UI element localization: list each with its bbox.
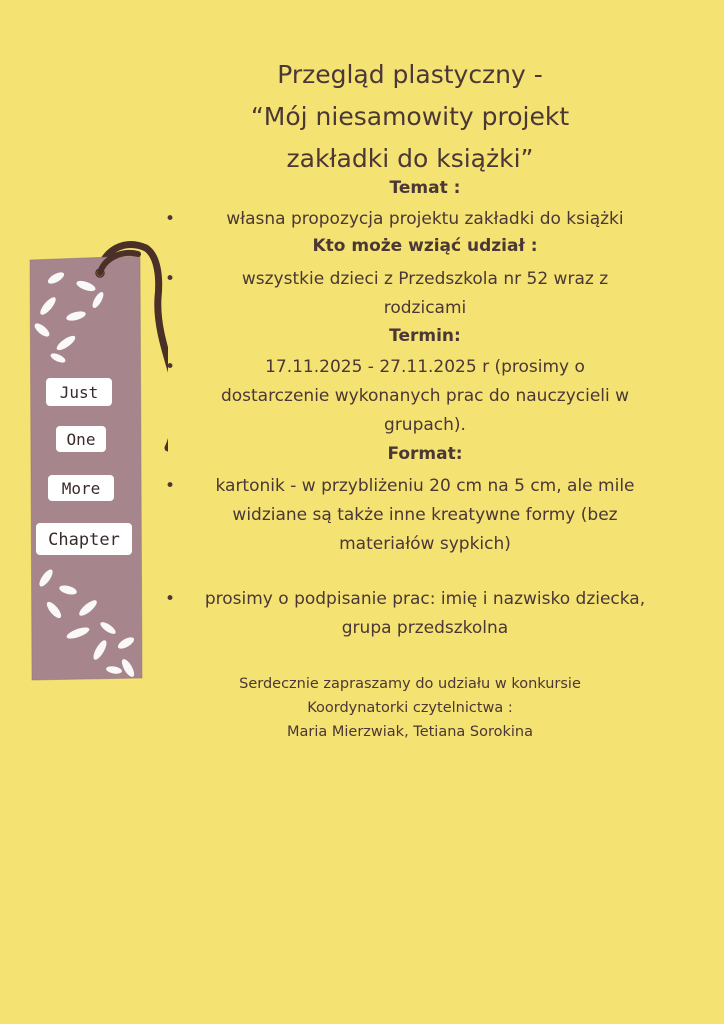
invite-text: Serdecznie zapraszamy do udziału w konkursie <box>239 676 581 692</box>
bullet: • <box>165 357 176 377</box>
format-heading: Format: <box>387 444 463 464</box>
term-line-1: 17.11.2025 - 27.11.2025 r (prosimy o <box>265 357 585 377</box>
term-line-2: dostarczenie wykonanych prac do nauczycieli w <box>220 386 630 406</box>
sign-line-1: prosimy o podpisanie prac: imię i nazwisko dziecka, <box>204 589 646 609</box>
title-line-1: Przegląd plastyczny - <box>277 60 543 89</box>
who-line-1: wszystkie dzieci z Przedszkola nr 52 wraz z <box>241 269 609 289</box>
sign-line-2: grupa przedszkolna <box>341 618 509 638</box>
bullet: • <box>165 589 176 609</box>
sign-item <box>160 585 690 643</box>
bookmark-body <box>30 256 142 680</box>
format-line-3: materiałów sypkich) <box>339 534 511 554</box>
topic-heading: Temat : <box>389 178 461 198</box>
footer <box>150 672 670 744</box>
title-line-3: zakładki do książki” <box>286 144 534 173</box>
term-heading: Termin: <box>389 326 461 346</box>
format-line-2: widziane są także inne kreatywne formy (bez <box>232 505 618 525</box>
topic-item <box>160 205 690 234</box>
bookmark-word-chapter: Chapter <box>48 530 120 550</box>
term-item <box>160 353 690 440</box>
term-line-3: grupach). <box>384 415 466 435</box>
title-line-2: “Mój niesamowity projekt <box>250 102 570 131</box>
who-line-2: rodzicami <box>383 298 467 318</box>
bullet: • <box>165 209 176 229</box>
who-heading: Kto może wziąć udział : <box>312 236 538 256</box>
bullet: • <box>165 269 176 289</box>
coordinators-names: Maria Mierzwiak, Tetiana Sorokina <box>287 724 533 740</box>
coordinators-label: Koordynatorki czytelnictwa : <box>307 700 513 716</box>
bookmark-illustration <box>28 238 168 683</box>
page-title <box>150 54 670 180</box>
format-line-1: kartonik - w przybliżeniu 20 cm na 5 cm, ale mile <box>215 476 635 496</box>
bookmark-word-just: Just <box>59 383 99 402</box>
bullet: • <box>165 476 176 496</box>
bookmark-word-more: More <box>61 479 101 498</box>
format-item <box>160 472 690 559</box>
bookmark-word-one: One <box>66 430 96 449</box>
topic-line: własna propozycja projektu zakładki do książki <box>226 209 624 229</box>
who-item <box>160 265 690 323</box>
